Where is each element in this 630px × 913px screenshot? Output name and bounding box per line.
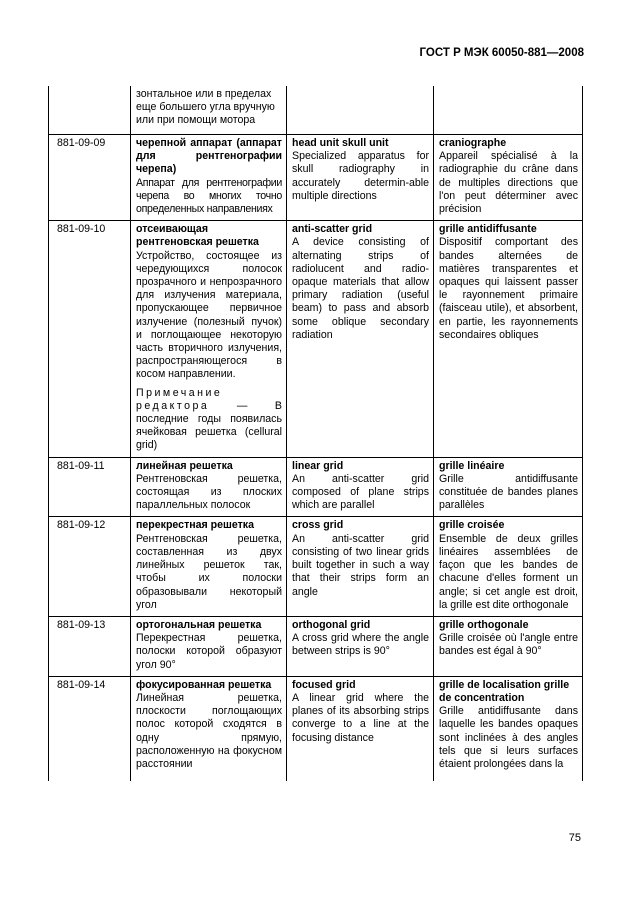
en-definition: A linear grid where the planes of its absorbing strips converge to a line at the focusing distance (292, 691, 429, 744)
entry-code: 881-09-09 (49, 135, 131, 221)
ru-definition: Аппарат для рентгенографии черепа во многих точно определенных направлениях (136, 176, 282, 216)
document-header: ГОСТ Р МЭК 60050-881—2008 (419, 47, 584, 59)
fr-term: grille de localisation grille de concentration (439, 678, 570, 704)
table-row (49, 135, 583, 221)
ru-term: ортогональная решетка (136, 618, 262, 631)
entry-code: 881-09-13 (49, 616, 131, 676)
terms-table (48, 86, 583, 781)
en-term: focused grid (292, 678, 356, 691)
en-term: anti-scatter grid (292, 223, 373, 236)
ru-cell (131, 135, 287, 221)
fr-cell (434, 221, 583, 457)
en-cell (287, 676, 434, 781)
en-term: orthogonal grid (292, 618, 371, 631)
en-cell (287, 135, 434, 221)
fr-definition: Appareil spécialisé à la radiographie du crâne dans de multiples directions que l'on peut déterminer avec précision (439, 150, 578, 216)
code-cell (49, 86, 131, 135)
table-row-continuation (49, 86, 583, 135)
fr-cell (434, 517, 583, 616)
en-cell (287, 616, 434, 676)
fr-definition: Grille croisée où l'angle entre bandes est égal à 90° (439, 632, 578, 658)
table-row (49, 457, 583, 517)
fr-term: grille antidiffusante (439, 223, 537, 236)
fr-cell (434, 616, 583, 676)
en-definition: Specialized apparatus for skull radiography in accurately determin-able multiple directions (292, 150, 429, 202)
fr-cell (434, 86, 583, 135)
table-row (49, 616, 583, 676)
ru-definition: Перекрестная решетка, полоски которой образуют угол 90° (136, 632, 282, 671)
ru-term: фокусированная решетка (136, 678, 272, 691)
en-definition: A device consisting of alternating strips of radiolucent and radio-opaque materials that allow primary radiation (useful beam) to pass and absorb some oblique secondary radiation (292, 236, 429, 341)
ru-definition: Рентгеновская решетка, состоящая из плоских параллельных полосок (136, 472, 282, 512)
fr-term: craniographe (439, 137, 507, 149)
ru-definition: Рентгеновская решетка, составленная из двух линейных решеток так, чтобы их полоски образовывали некоторый угол (136, 532, 282, 611)
ru-cell (131, 616, 287, 676)
fr-definition: Dispositif comportant des bandes alternées de matières transparentes et opaques qui laissent passer le rayonnement primaire (faisceau utile), et absorbent, en partie, les rayonnements secondaires obliques (439, 236, 578, 341)
fr-cell (434, 135, 583, 221)
entry-code: 881-09-11 (49, 457, 131, 517)
ru-editor-note (136, 387, 282, 453)
fr-cell (434, 457, 583, 517)
en-term: linear grid (292, 459, 344, 472)
fr-definition: Ensemble de deux grilles linéaires assemblées de façon que les bandes de chacune d'elles forment un angle; si cet angle est droit, la grille est dite orthogonale (439, 532, 578, 611)
fr-definition: Grille antidiffusante dans laquelle les bandes opaques sont inclinées à des angles tels que si leurs surfaces étaient prolongées dans la (439, 705, 578, 770)
ru-definition: Устройство, состоящее из чередующихся полосок прозрачного и непрозрачного для излучения материала, пропускающее первичное излучение (полезный пучок) и поглощающее некоторую часть вторичного излучения, распространяющегося в косом направлении. (136, 249, 282, 381)
page-number: 75 (568, 832, 581, 844)
en-cell (287, 457, 434, 517)
en-definition: An anti-scatter grid consisting of two linear grids built together in such a way that their strips form an angle (292, 532, 429, 598)
ru-cell (131, 86, 287, 135)
table-row (49, 676, 583, 781)
ru-definition: зонтальное или в пределах еще большего угла вручную или при помощи мотора (136, 88, 275, 127)
entry-code: 881-09-12 (49, 517, 131, 616)
ru-term: отсеивающая рентгеновская решетка (136, 223, 259, 249)
ru-term: черепной аппарат (аппарат для рентгенографии черепа) (136, 137, 282, 176)
en-cell (287, 86, 434, 135)
en-cell (287, 221, 434, 457)
ru-term: перекрестная решетка (136, 519, 255, 532)
note-label: Примечание редактора (136, 386, 223, 412)
en-term: head unit skull unit (292, 137, 389, 149)
ru-cell (131, 676, 287, 781)
en-cell (287, 517, 434, 616)
fr-term: grille orthogonale (439, 618, 529, 631)
ru-cell (131, 457, 287, 517)
en-definition: An anti-scatter grid composed of plane strips which are parallel (292, 472, 429, 512)
fr-cell (434, 676, 583, 781)
ru-term: линейная решетка (136, 459, 233, 472)
ru-definition: Линейная решетка, плоскости поглощающих полос которой сходятся в одну прямую, расположенную на фокусном расстоянии (136, 691, 282, 770)
ru-cell (131, 221, 287, 457)
fr-definition: Grille antidiffusante constituée de bandes planes parallèles (439, 472, 578, 512)
en-definition: A cross grid where the angle between strips is 90° (292, 632, 429, 658)
entry-code: 881-09-10 (49, 221, 131, 457)
en-term: cross grid (292, 519, 344, 532)
table-row (49, 221, 583, 457)
fr-term: grille linéaire (439, 459, 505, 472)
note-text: — В последние годы появилась ячейковая решетка (cellural grid) (136, 399, 282, 452)
fr-term: grille croisée (439, 519, 505, 532)
entry-code: 881-09-14 (49, 676, 131, 781)
ru-cell (131, 517, 287, 616)
table-row (49, 517, 583, 616)
